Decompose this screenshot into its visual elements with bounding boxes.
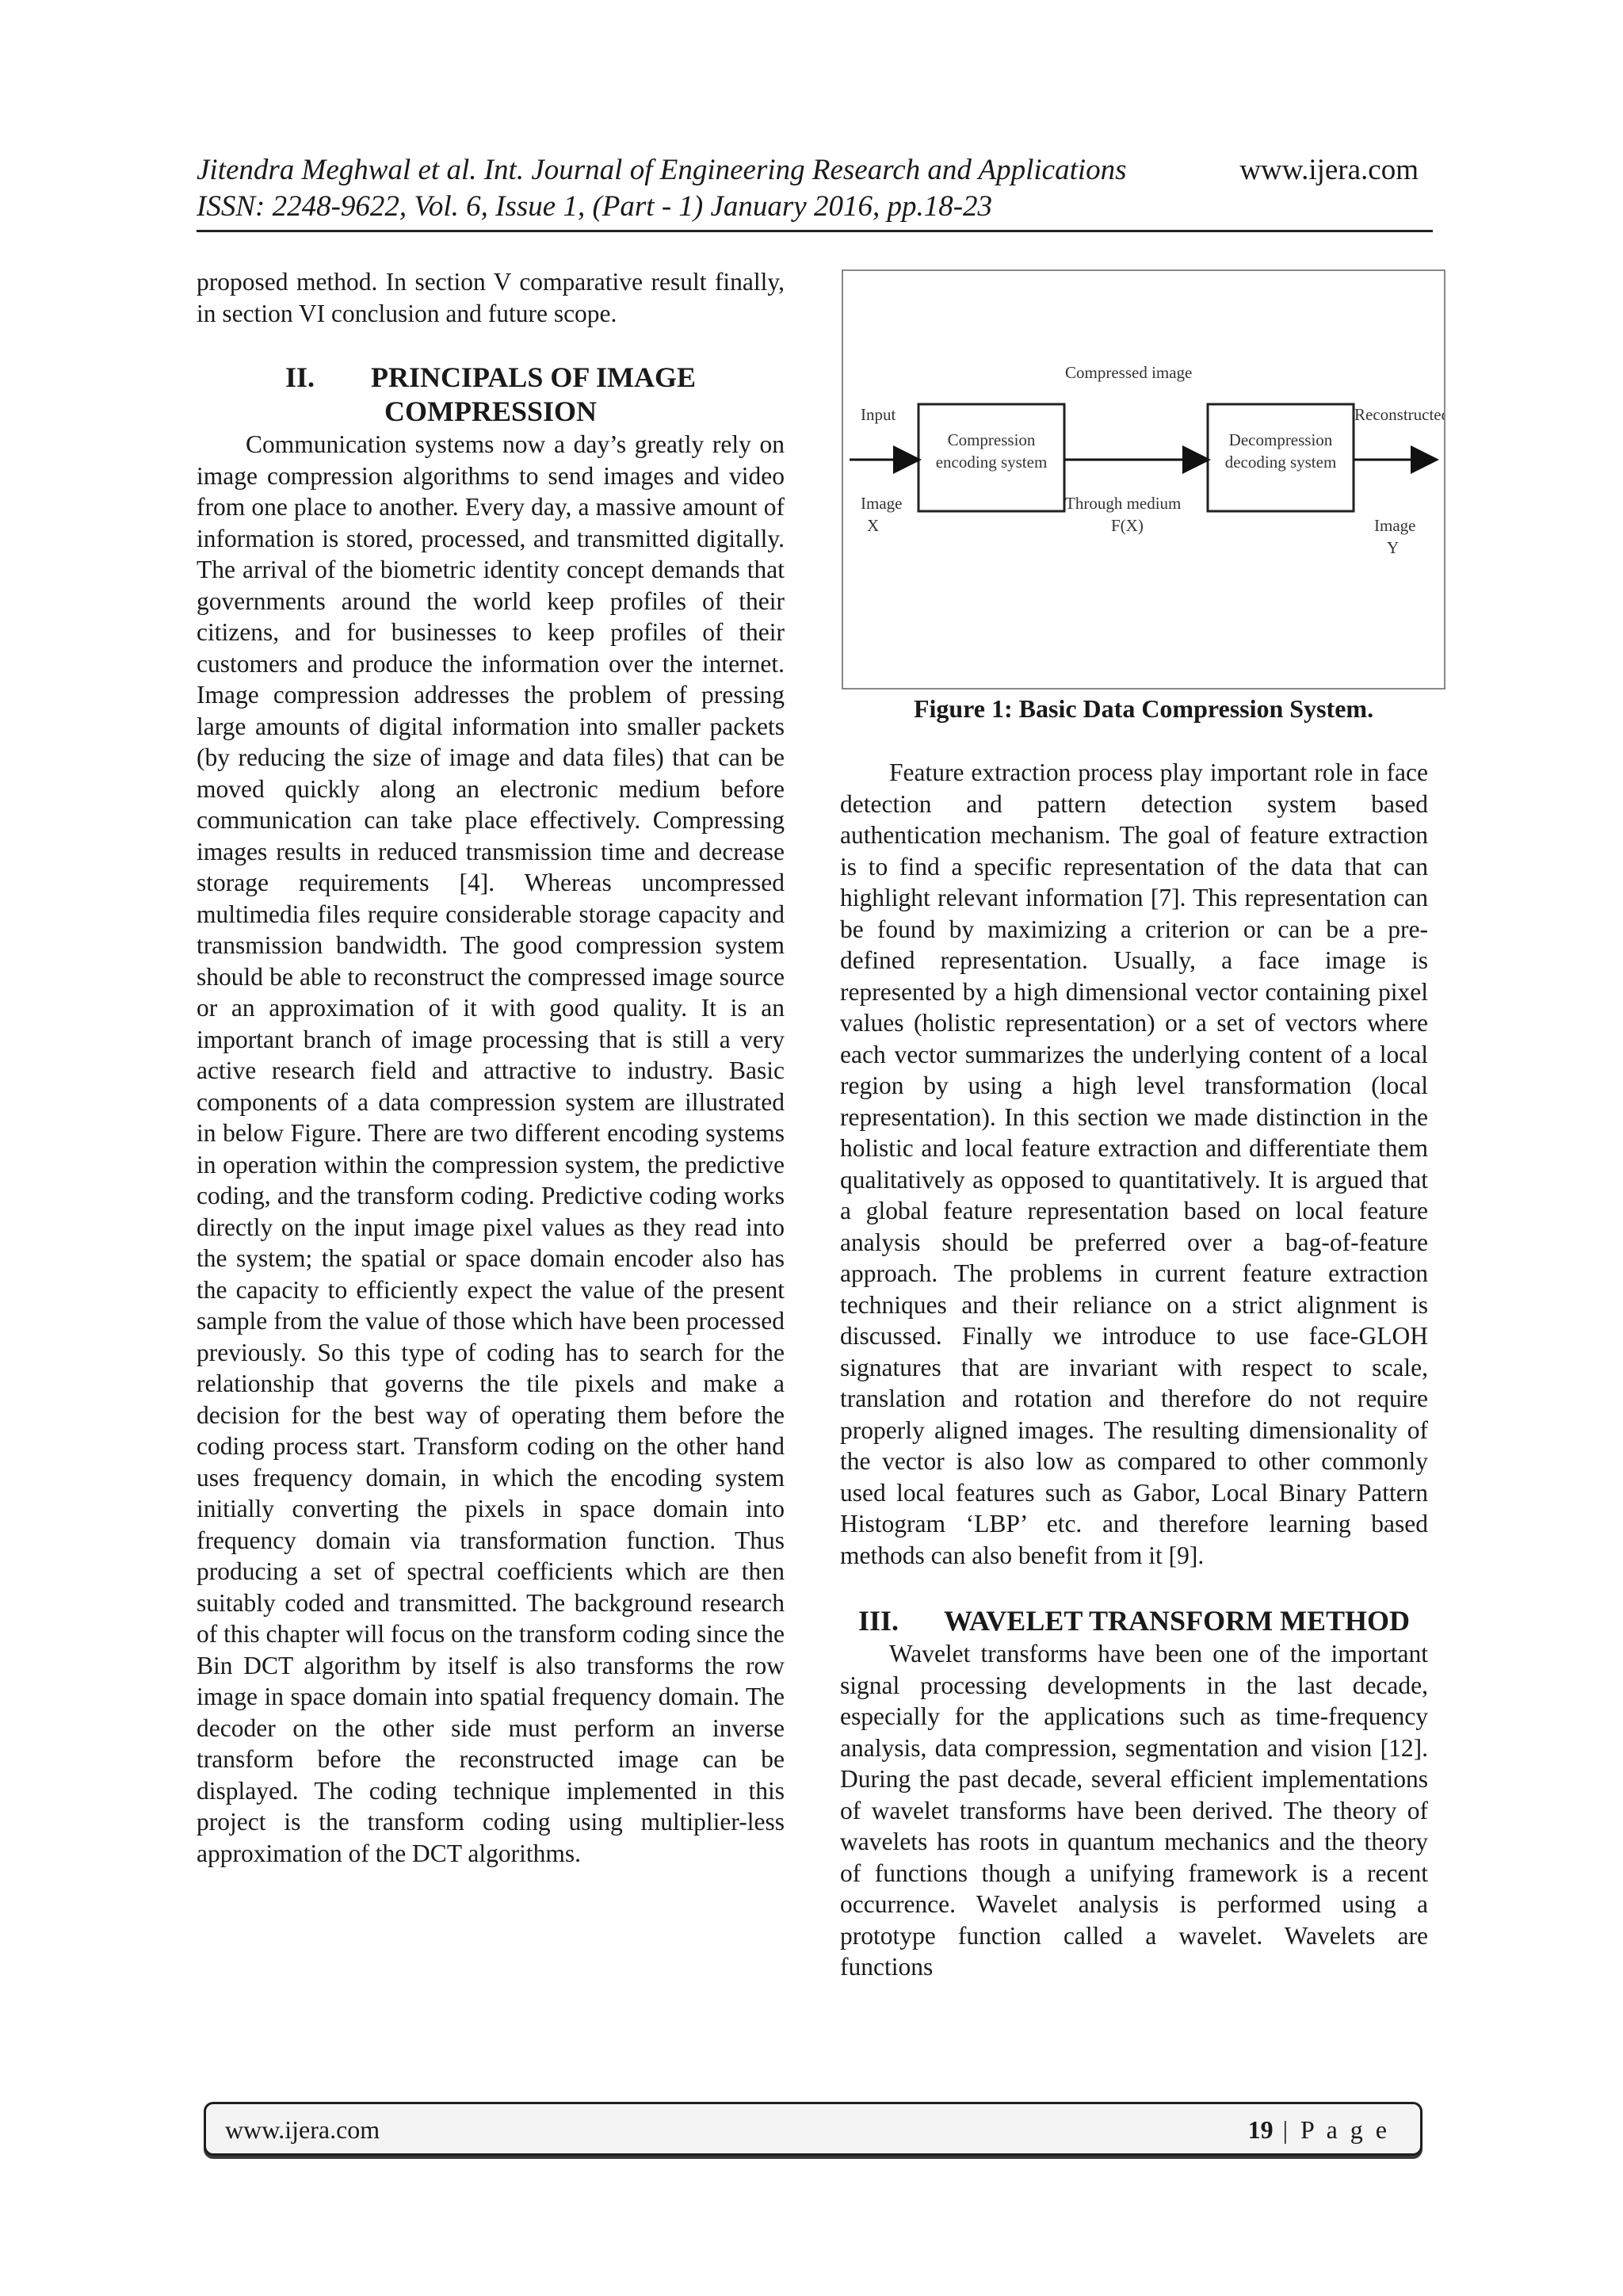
section-heading-principals (197, 361, 785, 429)
page-label: | P a g e (1273, 2115, 1390, 2144)
figure-1-diagram (842, 269, 1445, 690)
footer-url-link[interactable]: www.ijera.com (225, 2115, 380, 2144)
compressed-image-label: Compressed image (1065, 363, 1193, 382)
journal-citation-line: Jitendra Meghwal et al. Int. Journal of Engineering Research and Applications (197, 154, 1127, 186)
input-label: Input (861, 405, 896, 424)
section-heading-wavelet (840, 1604, 1428, 1638)
image-y-label: Image (1374, 516, 1416, 535)
fx-label: F(X) (1111, 516, 1144, 535)
header-url-link[interactable]: www.ijera.com (1239, 154, 1419, 186)
page-footer (204, 2102, 1423, 2156)
image-x-label: Image (861, 494, 903, 513)
reconstructed-label: Reconstructed (1354, 405, 1444, 424)
section-title: WAVELET TRANSFORM METHOD (943, 1605, 1411, 1637)
compression-block-diagram (843, 271, 1444, 688)
section-number: II. (285, 361, 315, 393)
image-x-symbol: X (867, 516, 880, 535)
issn-line: ISSN: 2248-9622, Vol. 6, Issue 1, (Part - 1) January 2016, pp.18-23 (197, 190, 993, 223)
feature-extraction-paragraph: Feature extraction process play important role in face detection and pattern detection system based authentication mechanism. The goal of feature extraction is to find a specific representation of the data that can highlight relevant information [7]. This representation can be found by maximizing a criterion or can be a pre-defined representation. Usually, a face image is represented by a high dimensional vector containing pixel values (holistic representation) or a set of vectors where each vector summarizes the underlying content of a local region by using a high level transformation (local representation). In this section we made distinction in the holistic and local feature extraction and differentiate them qualitatively as opposed to quantitatively. It is argued that a global feature representation based on local feature analysis should be preferred over a bag-of-feature approach. The problems in current feature extraction techniques and their reliance on a strict alignment is discussed. Finally we introduce to use face-GLOH signatures that are invariant with respect to scale, translation and rotation and therefore do not require properly aligned images. The resulting dimensionality of the vector is also low as compared to other commonly used local features such as Gabor, Local Binary Pattern Histogram ‘LBP’ etc. and therefore learning based methods can also benefit from it [9]. (840, 758, 1428, 1569)
page-number (1248, 2114, 1390, 2145)
running-header (197, 152, 1419, 225)
intro-paragraph: proposed method. In section V comparative result finally, in section VI conclusion and future scope. (197, 268, 785, 327)
encoder-label-1: Compression (947, 430, 1036, 449)
through-medium-label: Through medium (1065, 494, 1182, 513)
header-rule (197, 230, 1433, 232)
image-y-symbol: Y (1387, 538, 1400, 557)
right-column (840, 757, 1428, 1983)
wavelet-paragraph: Wavelet transforms have been one of the important signal processing developments in the last decade, especially for the applications such as time-frequency analysis, data compression, segmentation and vision [12]. During the past decade, several efficient implementations of wavelet transforms have been derived. The theory of wavelets has roots in quantum mechanics and the theory of functions though a unifying framework is a recent occurrence. Wavelet analysis is performed using a prototype function called a wavelet. Wavelets are functions (840, 1640, 1428, 1981)
left-column (197, 266, 785, 1869)
section-title: PRINCIPALS OF IMAGE COMPRESSION (370, 361, 696, 427)
figure-caption: Figure 1: Basic Data Compression System. (913, 694, 1374, 723)
section-number: III. (857, 1605, 899, 1637)
decoder-label-2: decoding system (1224, 453, 1337, 472)
compression-paragraph: Communication systems now a day’s greatly rely on image compression algorithms to send images and video from one place to another. Every day, a massive amount of information is stored, processed, and transmitted digitally. The arrival of the biometric identity concept demands that governments around the world keep profiles of their citizens, and for businesses to keep profiles of their customers and produce the information over the internet. Image compression addresses the problem of pressing large amounts of digital information into smaller packets (by reducing the size of image and data files) that can be moved quickly along an electronic medium before communication can take place effectively. Compressing images results in reduced transmission time and decrease storage requirements [4]. Whereas uncompressed multimedia files require considerable storage capacity and transmission bandwidth. The good compression system should be able to reconstruct the compressed image source or an approximation of it with good quality. It is an important branch of image processing that is still a very active research field and attractive to industry. Basic components of a data compression system are illustrated in below Figure. There are two different encoding systems in operation within the compression system, the predictive coding, and the transform coding. Predictive coding works directly on the input image pixel values as they read into the system; the spatial or space domain encoder also has the capacity to efficiently expect the value of the present sample from the value of those which have been processed previously. So this type of coding has to search for the relationship that governs the tile pixels and make a decision for the best way of operating them before the coding process start. Transform coding on the other hand uses frequency domain, in which the encoding system initially converting the pixels in space domain into frequency domain via transformation function. Thus producing a set of spectral coefficients which are then suitably coded and transmitted. The background research of this chapter will focus on the transform coding since the Bin DCT algorithm by itself is also transforms the row image in space domain into spatial frequency domain. The decoder on the other side must perform an inverse transform before the reconstructed image can be displayed. The coding technique implemented in this project is the transform coding using multiplier-less approximation of the DCT algorithms. (197, 430, 785, 1867)
encoder-label-2: encoding system (935, 453, 1048, 472)
decoder-label-1: Decompression (1228, 430, 1333, 449)
page-num-value: 19 (1247, 2115, 1274, 2144)
